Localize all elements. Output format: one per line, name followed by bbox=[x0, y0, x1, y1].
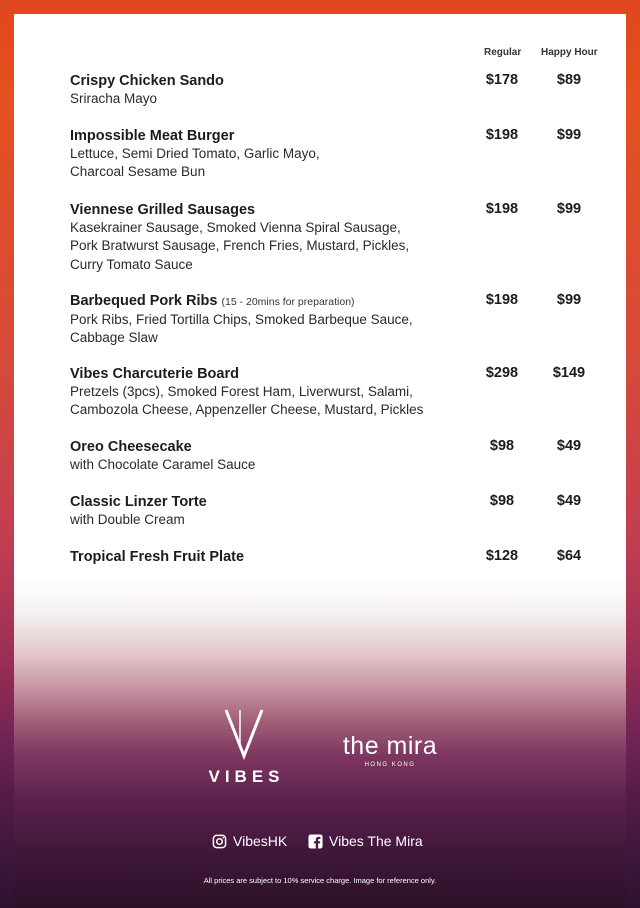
item-desc: Lettuce, Semi Dried Tomato, Garlic Mayo, bbox=[70, 146, 320, 161]
happy-hour-price: $49 bbox=[556, 493, 582, 509]
happy-hour-price: $89 bbox=[556, 72, 582, 88]
item-name: Tropical Fresh Fruit Plate bbox=[70, 549, 245, 565]
item-desc: Kasekrainer Sausage, Smoked Vienna Spiral Sausage, bbox=[70, 220, 401, 235]
happy-hour-price: $64 bbox=[556, 548, 582, 564]
facebook-icon bbox=[308, 834, 323, 849]
item-desc: Charcoal Sesame Bun bbox=[70, 164, 206, 180]
item-desc: Pork Ribs, Fried Tortilla Chips, Smoked Barbeque Sauce, bbox=[70, 312, 413, 327]
regular-price: $128 bbox=[485, 548, 519, 564]
regular-price: $198 bbox=[485, 292, 519, 308]
mira-logo-subtext: HONG KONG bbox=[364, 762, 416, 768]
the-mira-logo bbox=[330, 732, 450, 768]
regular-column-header: Regular bbox=[484, 47, 522, 58]
item-name: Crispy Chicken Sando bbox=[70, 73, 224, 89]
regular-price: $178 bbox=[485, 72, 519, 88]
regular-price: $198 bbox=[485, 127, 519, 143]
facebook-handle[interactable] bbox=[308, 833, 423, 849]
item-name: Oreo Cheesecake bbox=[70, 439, 192, 455]
item-desc: Pork Bratwurst Sausage, French Fries, Mustard, Pickles, bbox=[70, 238, 410, 254]
item-name: Barbequed Pork Ribs bbox=[70, 293, 218, 309]
item-desc: Pretzels (3pcs), Smoked Forest Ham, Liverwurst, Salami, bbox=[70, 384, 413, 399]
item-name: Viennese Grilled Sausages bbox=[70, 202, 256, 218]
happy-hour-column-header: Happy Hour bbox=[541, 47, 598, 58]
happy-hour-price: $99 bbox=[556, 127, 582, 143]
happy-hour-price: $49 bbox=[556, 438, 582, 454]
item-desc: Curry Tomato Sauce bbox=[70, 256, 193, 272]
vibes-logo bbox=[192, 708, 296, 787]
vibes-logo-text: VIBES bbox=[208, 767, 285, 786]
facebook-label: Vibes The Mira bbox=[329, 833, 423, 849]
happy-hour-price: $99 bbox=[556, 201, 582, 217]
happy-hour-price: $149 bbox=[552, 365, 586, 381]
item-name: Impossible Meat Burger bbox=[70, 128, 235, 144]
instagram-icon bbox=[212, 834, 227, 849]
regular-price: $198 bbox=[485, 201, 519, 217]
item-name: Classic Linzer Torte bbox=[70, 494, 207, 510]
item-desc: with Chocolate Caramel Sauce bbox=[70, 457, 256, 472]
mira-logo-text: the mira bbox=[342, 732, 438, 760]
footer-disclaimer: All prices are subject to 10% service charge. Image for reference only. bbox=[203, 876, 437, 885]
item-desc: with Double Cream bbox=[70, 512, 185, 527]
item-note: (15 - 20mins for preparation) bbox=[221, 296, 355, 308]
instagram-handle[interactable] bbox=[212, 833, 287, 849]
item-desc: Sriracha Mayo bbox=[70, 91, 158, 106]
happy-hour-price: $99 bbox=[556, 292, 582, 308]
item-desc: Cabbage Slaw bbox=[70, 330, 158, 346]
regular-price: $98 bbox=[489, 493, 515, 509]
regular-price: $98 bbox=[489, 438, 515, 454]
item-desc: Cambozola Cheese, Appenzeller Cheese, Mustard, Pickles bbox=[70, 402, 424, 418]
regular-price: $298 bbox=[485, 365, 519, 381]
instagram-label: VibesHK bbox=[233, 833, 288, 849]
vibes-v-icon bbox=[222, 708, 266, 760]
item-name: Vibes Charcuterie Board bbox=[70, 366, 239, 382]
